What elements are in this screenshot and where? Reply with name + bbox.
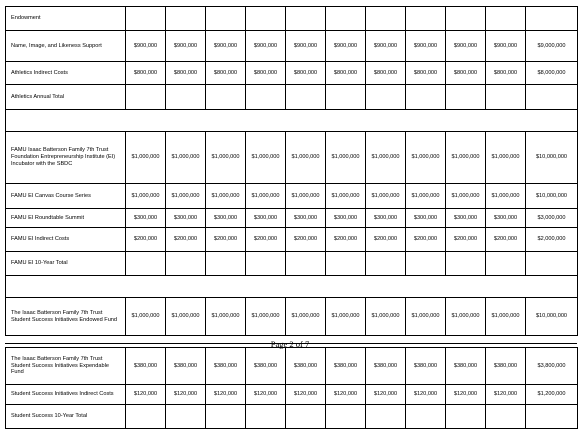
value-cell: [486, 252, 526, 276]
row-label: Student Success Initiatives Indirect Costs: [6, 385, 126, 405]
value-cell: $900,000: [126, 31, 166, 62]
value-cell: [366, 252, 406, 276]
value-cell: $1,000,000: [246, 298, 286, 336]
total-cell: [526, 85, 578, 110]
value-cell: $1,000,000: [486, 184, 526, 209]
total-cell: $8,000,000: [526, 62, 578, 85]
value-cell: $380,000: [446, 348, 486, 385]
value-cell: [406, 252, 446, 276]
table-row: [6, 209, 578, 228]
value-cell: [286, 252, 326, 276]
value-cell: $120,000: [286, 385, 326, 405]
value-cell: $900,000: [246, 31, 286, 62]
total-cell: $10,000,000: [526, 184, 578, 209]
value-cell: [486, 7, 526, 31]
value-cell: $300,000: [406, 209, 446, 228]
value-cell: [246, 7, 286, 31]
table-row: [6, 132, 578, 184]
value-cell: $1,000,000: [166, 298, 206, 336]
value-cell: $380,000: [286, 348, 326, 385]
value-cell: [246, 252, 286, 276]
row-label: The Isaac Batterson Family 7th Trust Student Success Initiatives Endowed Fund: [6, 298, 126, 336]
total-cell: $9,000,000: [526, 31, 578, 62]
row-label: Name, Image, and Likeness Support: [6, 31, 126, 62]
value-cell: [206, 85, 246, 110]
spacer-row: [6, 276, 578, 298]
table-row: [6, 298, 578, 336]
value-cell: $200,000: [406, 228, 446, 252]
value-cell: $380,000: [126, 348, 166, 385]
value-cell: [166, 252, 206, 276]
value-cell: [446, 405, 486, 429]
table-row: [6, 228, 578, 252]
value-cell: $1,000,000: [286, 184, 326, 209]
value-cell: $300,000: [246, 209, 286, 228]
value-cell: $1,000,000: [206, 298, 246, 336]
table-row: [6, 184, 578, 209]
row-label: Athletics Annual Total: [6, 85, 126, 110]
value-cell: $800,000: [446, 62, 486, 85]
value-cell: [246, 405, 286, 429]
value-cell: [286, 7, 326, 31]
value-cell: $120,000: [446, 385, 486, 405]
value-cell: $1,000,000: [446, 298, 486, 336]
value-cell: $1,000,000: [166, 132, 206, 184]
table-row: [6, 405, 578, 429]
value-cell: $900,000: [166, 31, 206, 62]
value-cell: $800,000: [246, 62, 286, 85]
value-cell: $120,000: [206, 385, 246, 405]
value-cell: $800,000: [286, 62, 326, 85]
value-cell: $1,000,000: [126, 298, 166, 336]
value-cell: [366, 405, 406, 429]
value-cell: $120,000: [326, 385, 366, 405]
value-cell: [446, 7, 486, 31]
value-cell: $1,000,000: [326, 132, 366, 184]
row-label: FAMU EI 10-Year Total: [6, 252, 126, 276]
value-cell: $1,000,000: [286, 298, 326, 336]
value-cell: $200,000: [366, 228, 406, 252]
value-cell: $200,000: [486, 228, 526, 252]
total-cell: [526, 405, 578, 429]
value-cell: [166, 85, 206, 110]
row-label: Athletics Indirect Costs: [6, 62, 126, 85]
total-cell: $2,000,000: [526, 228, 578, 252]
value-cell: $1,000,000: [246, 132, 286, 184]
value-cell: $1,000,000: [366, 298, 406, 336]
value-cell: $380,000: [406, 348, 446, 385]
value-cell: $300,000: [446, 209, 486, 228]
value-cell: $1,000,000: [126, 184, 166, 209]
value-cell: $120,000: [366, 385, 406, 405]
row-label: Student Success 10-Year Total: [6, 405, 126, 429]
value-cell: $1,000,000: [406, 132, 446, 184]
value-cell: $200,000: [446, 228, 486, 252]
value-cell: $1,000,000: [486, 132, 526, 184]
value-cell: $1,000,000: [326, 184, 366, 209]
value-cell: $800,000: [206, 62, 246, 85]
page-number: Page 2 of 7: [270, 339, 310, 349]
value-cell: $1,000,000: [166, 184, 206, 209]
value-cell: $120,000: [246, 385, 286, 405]
value-cell: $120,000: [126, 385, 166, 405]
value-cell: $120,000: [486, 385, 526, 405]
value-cell: $380,000: [166, 348, 206, 385]
value-cell: $200,000: [126, 228, 166, 252]
table-row: [6, 31, 578, 62]
value-cell: [126, 7, 166, 31]
value-cell: $380,000: [486, 348, 526, 385]
table-row: [6, 85, 578, 110]
value-cell: [406, 7, 446, 31]
value-cell: $1,000,000: [206, 132, 246, 184]
value-cell: $300,000: [326, 209, 366, 228]
value-cell: [326, 252, 366, 276]
value-cell: $300,000: [486, 209, 526, 228]
value-cell: [246, 85, 286, 110]
value-cell: $1,000,000: [246, 184, 286, 209]
value-cell: $1,000,000: [406, 298, 446, 336]
value-cell: $1,000,000: [326, 298, 366, 336]
value-cell: $300,000: [366, 209, 406, 228]
total-cell: $10,000,000: [526, 132, 578, 184]
value-cell: $800,000: [166, 62, 206, 85]
table-row: [6, 252, 578, 276]
value-cell: [286, 85, 326, 110]
total-cell: $1,200,000: [526, 385, 578, 405]
value-cell: [126, 405, 166, 429]
value-cell: $300,000: [206, 209, 246, 228]
value-cell: $900,000: [326, 31, 366, 62]
value-cell: $1,000,000: [366, 132, 406, 184]
value-cell: $380,000: [366, 348, 406, 385]
value-cell: $800,000: [486, 62, 526, 85]
value-cell: [126, 85, 166, 110]
row-label: Endowment: [6, 7, 126, 31]
value-cell: $1,000,000: [206, 184, 246, 209]
value-cell: $200,000: [326, 228, 366, 252]
total-cell: $3,000,000: [526, 209, 578, 228]
table-row: [6, 385, 578, 405]
spacer-cell: [6, 110, 578, 132]
value-cell: $300,000: [126, 209, 166, 228]
value-cell: [166, 7, 206, 31]
table-row: [6, 348, 578, 385]
value-cell: $200,000: [166, 228, 206, 252]
row-label: FAMU EI Indirect Costs: [6, 228, 126, 252]
total-cell: $10,000,000: [526, 298, 578, 336]
value-cell: [406, 85, 446, 110]
value-cell: [206, 7, 246, 31]
value-cell: $380,000: [246, 348, 286, 385]
value-cell: [326, 85, 366, 110]
value-cell: $900,000: [486, 31, 526, 62]
value-cell: $1,000,000: [486, 298, 526, 336]
value-cell: [126, 252, 166, 276]
value-cell: $200,000: [246, 228, 286, 252]
value-cell: [206, 252, 246, 276]
budget-table-top: [5, 6, 578, 336]
value-cell: $800,000: [326, 62, 366, 85]
value-cell: $900,000: [206, 31, 246, 62]
value-cell: $1,000,000: [406, 184, 446, 209]
value-cell: $380,000: [206, 348, 246, 385]
value-cell: $800,000: [126, 62, 166, 85]
total-cell: $3,800,000: [526, 348, 578, 385]
spacer-row: [6, 110, 578, 132]
value-cell: $900,000: [286, 31, 326, 62]
value-cell: $300,000: [286, 209, 326, 228]
row-label: FAMU EI Canvas Course Series: [6, 184, 126, 209]
value-cell: $380,000: [326, 348, 366, 385]
value-cell: $1,000,000: [446, 132, 486, 184]
row-label: FAMU Isaac Batterson Family 7th Trust Foundation Entrepreneurship Institute (EI) Incubator with the SBDC: [6, 132, 126, 184]
value-cell: [366, 85, 406, 110]
value-cell: $900,000: [446, 31, 486, 62]
value-cell: $120,000: [166, 385, 206, 405]
value-cell: [486, 85, 526, 110]
value-cell: [326, 7, 366, 31]
value-cell: $1,000,000: [286, 132, 326, 184]
value-cell: [406, 405, 446, 429]
row-label: The Isaac Batterson Family 7th Trust Student Success Initiatives Expendable Fund: [6, 348, 126, 385]
value-cell: [446, 252, 486, 276]
value-cell: [446, 85, 486, 110]
value-cell: $200,000: [286, 228, 326, 252]
spacer-cell: [6, 276, 578, 298]
row-label: FAMU EI Roundtable Summit: [6, 209, 126, 228]
value-cell: $1,000,000: [446, 184, 486, 209]
value-cell: [366, 7, 406, 31]
value-cell: $900,000: [366, 31, 406, 62]
table-row: [6, 7, 578, 31]
value-cell: [166, 405, 206, 429]
value-cell: $800,000: [366, 62, 406, 85]
value-cell: [486, 405, 526, 429]
value-cell: $900,000: [406, 31, 446, 62]
value-cell: [286, 405, 326, 429]
budget-table-bottom: [5, 347, 578, 429]
table-row: [6, 62, 578, 85]
page-break-line: [5, 343, 577, 344]
total-cell: [526, 7, 578, 31]
value-cell: [206, 405, 246, 429]
value-cell: $200,000: [206, 228, 246, 252]
value-cell: $1,000,000: [126, 132, 166, 184]
value-cell: $300,000: [166, 209, 206, 228]
total-cell: [526, 252, 578, 276]
value-cell: $120,000: [406, 385, 446, 405]
value-cell: $1,000,000: [366, 184, 406, 209]
value-cell: $800,000: [406, 62, 446, 85]
value-cell: [326, 405, 366, 429]
